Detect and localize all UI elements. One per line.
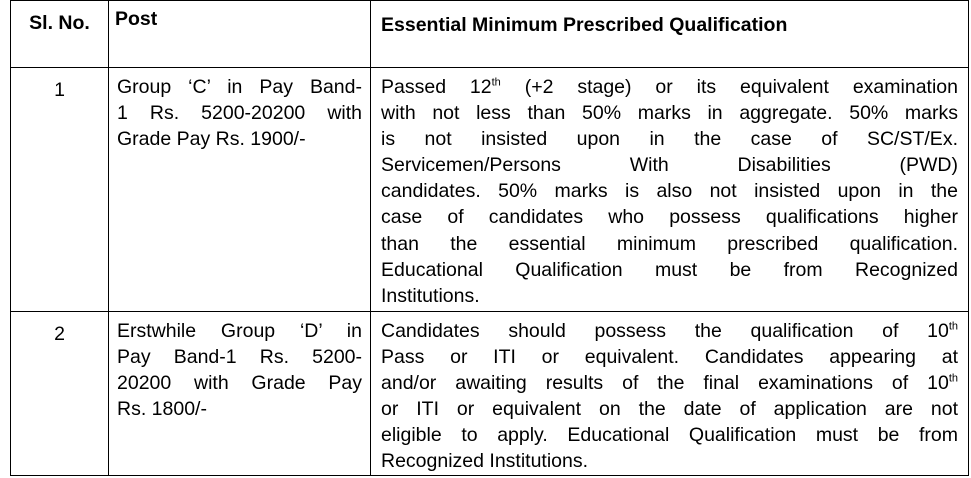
sl-no: 1 bbox=[54, 79, 65, 101]
post-line: 1 Rs. 5200-20200 with bbox=[117, 102, 362, 125]
header-post-cell bbox=[109, 1, 371, 68]
post-cell bbox=[109, 312, 371, 476]
ordinal-suffix: th bbox=[948, 320, 958, 333]
header-qualification: Essential Minimum Prescribed Qualification bbox=[381, 14, 788, 36]
qual-text: Passed 12 bbox=[381, 76, 492, 98]
qualification-cell bbox=[371, 68, 969, 312]
table-row bbox=[11, 312, 969, 476]
sl-no: 2 bbox=[54, 323, 65, 345]
sl-no-cell bbox=[11, 68, 109, 312]
qualification-line: eligible to apply. Educational Qualification must be from bbox=[381, 424, 958, 447]
qual-text: and/or awaiting results of the final examinations of 10 bbox=[381, 372, 949, 395]
qual-text: Candidates should possess the qualification of 10 bbox=[381, 320, 949, 342]
post-line: 20200 with Grade Pay bbox=[117, 372, 362, 395]
qualification-cell bbox=[371, 312, 969, 476]
qualification-line: Servicemen/Persons With Disabilities (PWD) bbox=[381, 154, 958, 177]
post-line: Rs. 1800/- bbox=[117, 398, 207, 421]
qualification-line: or ITI or equivalent on the date of application are not bbox=[381, 398, 958, 421]
qualification-line: case of candidates who possess qualifications higher bbox=[381, 206, 958, 229]
header-sl-no: Sl. No. bbox=[29, 12, 90, 34]
qualification-line: with not less than 50% marks in aggregate. 50% marks bbox=[381, 102, 958, 125]
qualification-line: Educational Qualification must be from Recognized bbox=[381, 258, 958, 281]
table-header-row bbox=[11, 1, 969, 68]
post-line: Pay Band-1 Rs. 5200- bbox=[117, 346, 362, 369]
ordinal-suffix: th bbox=[948, 372, 958, 385]
post-line: Grade Pay Rs. 1900/- bbox=[117, 128, 306, 151]
ordinal-suffix: th bbox=[491, 76, 501, 89]
post-line: Group ‘C’ in Pay Band- bbox=[117, 76, 362, 98]
qualification-line: than the essential minimum prescribed qualification. bbox=[381, 232, 958, 255]
qualification-line: Institutions. bbox=[381, 284, 480, 307]
qualification-table bbox=[10, 0, 969, 476]
qualification-line bbox=[381, 370, 958, 396]
post-cell bbox=[109, 68, 371, 312]
header-qualification-cell bbox=[371, 1, 969, 68]
qualification-line bbox=[381, 74, 958, 100]
post-line: Erstwhile Group ‘D’ in bbox=[117, 320, 362, 342]
qualification-line: is not insisted upon in the case of SC/ST/Ex. bbox=[381, 128, 958, 151]
header-post: Post bbox=[115, 8, 158, 30]
qual-text: (+2 stage) or its equivalent examination bbox=[500, 76, 958, 98]
qualification-line: Pass or ITI or equivalent. Candidates appearing at bbox=[381, 346, 958, 369]
qualification-line bbox=[381, 318, 958, 344]
qualification-line: candidates. 50% marks is also not insisted upon in the bbox=[381, 180, 958, 203]
qualification-line: Recognized Institutions. bbox=[381, 450, 589, 473]
header-sl-no-cell bbox=[11, 1, 109, 68]
table-row bbox=[11, 68, 969, 312]
sl-no-cell bbox=[11, 312, 109, 476]
